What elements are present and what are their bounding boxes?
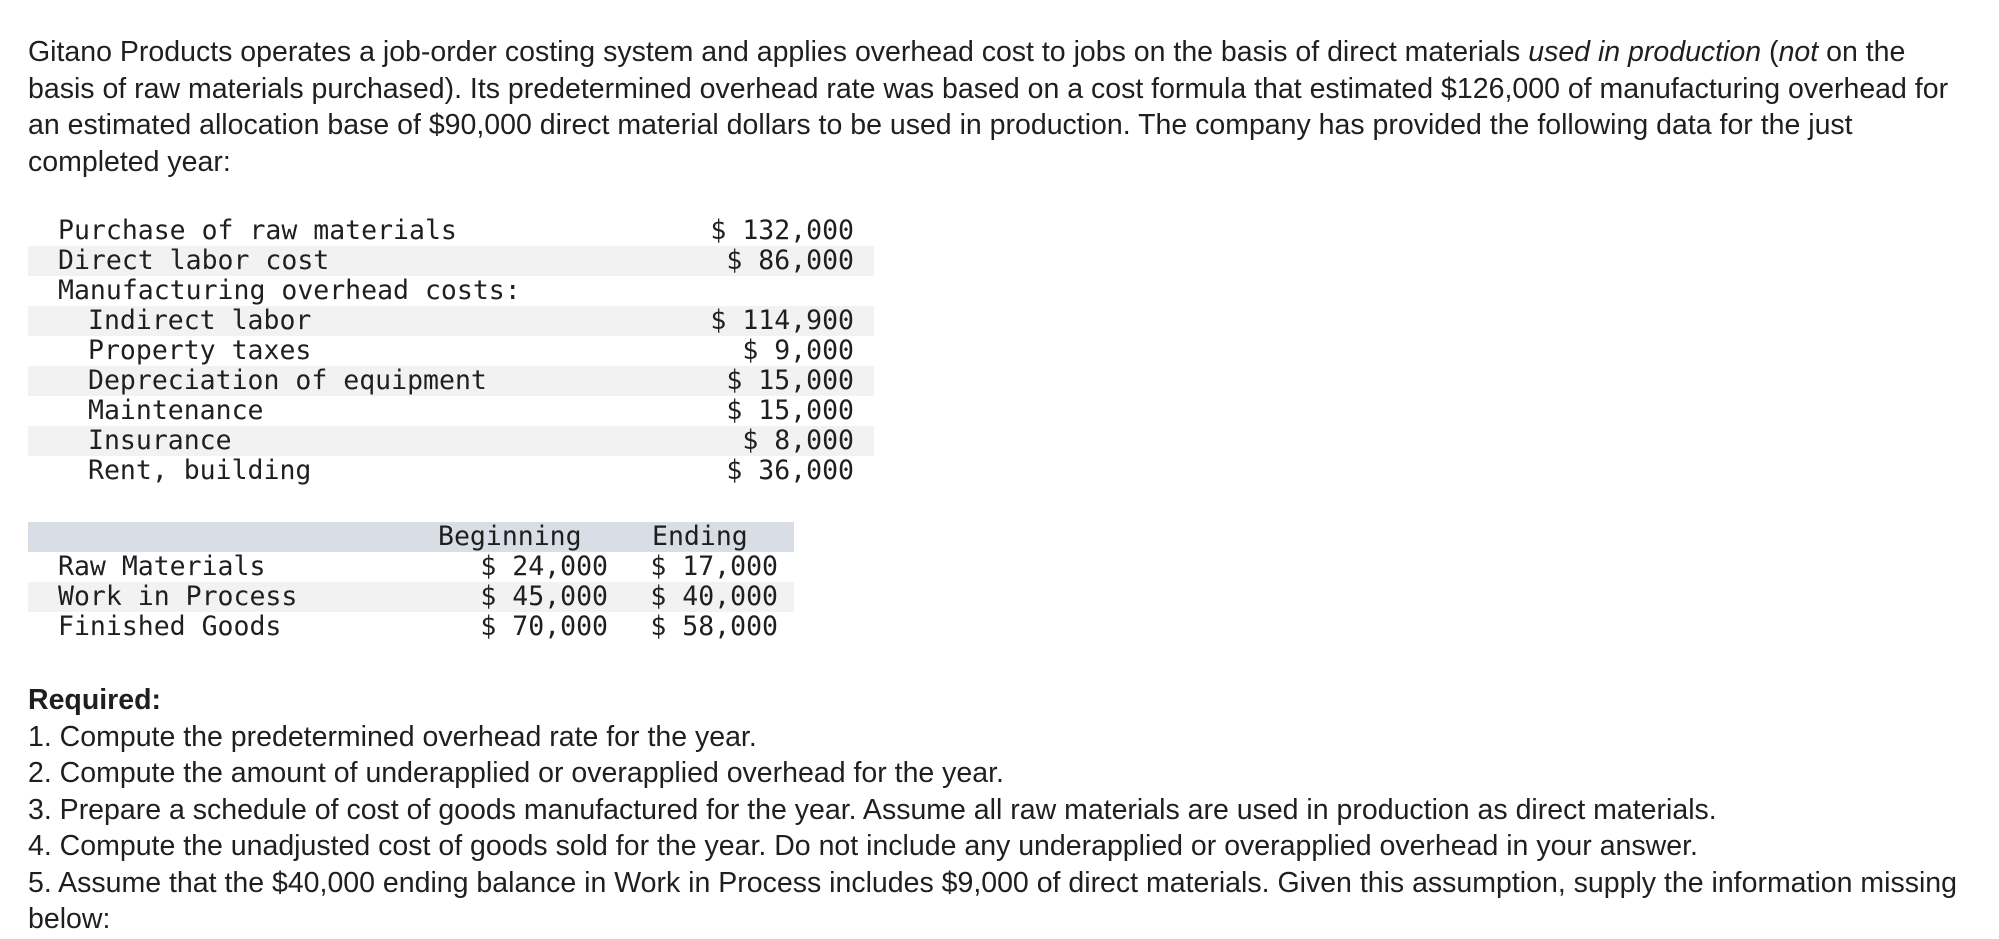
inventory-beginning: $ 45,000: [480, 581, 608, 612]
inventory-table: [28, 522, 794, 642]
cost-row: [28, 246, 874, 276]
cost-amount: $ 15,000: [726, 395, 854, 426]
inventory-beginning: $ 24,000: [480, 551, 608, 582]
inventory-ending: $ 58,000: [650, 611, 778, 642]
cost-label: Rent, building: [88, 455, 312, 486]
cost-section-label: Manufacturing overhead costs:: [58, 275, 521, 306]
inventory-row: [28, 612, 794, 642]
cost-label: Direct labor cost: [58, 245, 330, 276]
cost-amount: $ 8,000: [742, 425, 854, 456]
required-section: [28, 682, 1958, 938]
intro-paragraph: [28, 34, 1958, 180]
inventory-row: [28, 582, 794, 612]
required-item: 4. Compute the unadjusted cost of goods sold for the year. Do not include any underapplied or overapplied overhead in your answer.: [28, 830, 1698, 862]
intro-italic-used-in-production: used in production: [1528, 36, 1762, 68]
cost-amount: $ 114,900: [710, 305, 854, 336]
cost-row: [28, 426, 874, 456]
cost-row: [28, 276, 874, 306]
cost-row: [28, 456, 874, 486]
cost-label: Depreciation of equipment: [88, 365, 487, 396]
cost-amount: $ 36,000: [726, 455, 854, 486]
cost-label: Insurance: [88, 425, 232, 456]
header-beginning: Beginning: [438, 521, 582, 552]
cost-row: [28, 366, 874, 396]
inventory-label: Work in Process: [58, 581, 298, 612]
inventory-beginning: $ 70,000: [480, 611, 608, 642]
required-item: 1. Compute the predetermined overhead rate for the year.: [28, 720, 757, 753]
cost-row: [28, 396, 874, 426]
intro-text-1: Gitano Products operates a job-order costing system and applies overhead cost to jobs on the basis of direct materials: [28, 36, 1529, 68]
inventory-label: Raw Materials: [58, 551, 266, 582]
cost-data-table: [28, 216, 874, 486]
cost-amount: $ 86,000: [726, 245, 854, 276]
cost-amount: $ 15,000: [726, 365, 854, 396]
intro-text-3: on the basis of raw materials purchased). Its predetermined overhead rate was based on a cost formula that estimated $126,000 of manufacturing overhead for an estimated allocation base of $90,000 direct material dollars to be used in production. The company has provided the following data for the just completed year:: [28, 36, 1949, 178]
header-ending: Ending: [652, 521, 748, 552]
cost-row: [28, 336, 874, 366]
cost-amount: $ 9,000: [742, 335, 854, 366]
inventory-ending: $ 17,000: [650, 551, 778, 582]
required-item: 3. Prepare a schedule of cost of goods manufactured for the year. Assume all raw materials are used in production as direct materials.: [28, 793, 1717, 826]
cost-label: Property taxes: [88, 335, 312, 366]
cost-label: Purchase of raw materials: [58, 215, 457, 246]
inventory-row: [28, 552, 794, 582]
required-heading: Required:: [28, 684, 162, 716]
inventory-label: Finished Goods: [58, 611, 282, 642]
intro-text-2: (: [1761, 36, 1779, 68]
cost-row: [28, 306, 874, 336]
inventory-ending: $ 40,000: [650, 581, 778, 612]
inventory-header-row: [28, 522, 794, 552]
cost-label: Indirect labor: [88, 305, 312, 336]
cost-row: [28, 216, 874, 246]
cost-label: Maintenance: [88, 395, 264, 426]
required-item: 5. Assume that the $40,000 ending balance in Work in Process includes $9,000 of direct materials. Given this assumption, supply the information missing below:: [28, 866, 1958, 935]
cost-amount: $ 132,000: [710, 215, 854, 246]
intro-italic-not: not: [1778, 36, 1819, 68]
required-item: 2. Compute the amount of underapplied or overapplied overhead for the year.: [28, 757, 1004, 789]
problem-intro: [28, 34, 1958, 180]
